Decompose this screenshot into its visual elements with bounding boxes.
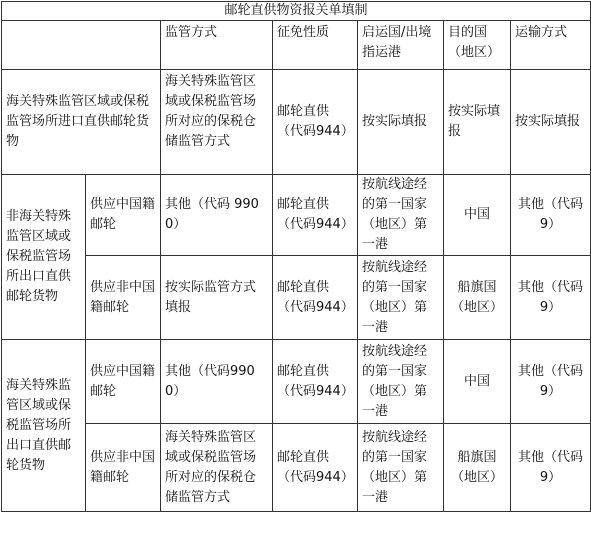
cell-port: 按航线途经的第一国家（地区）第一港 (358, 340, 444, 424)
row-subcategory: 供应中国籍邮轮 (86, 340, 161, 424)
row-subcategory: 供应中国籍邮轮 (86, 175, 161, 256)
row-category: 海关特殊监管区域或保税监管场所进口直供邮轮货物 (2, 70, 161, 175)
cell-mode: 按实际监管方式填报 (161, 256, 273, 340)
cell-dest: 船旗国（地区） (444, 256, 511, 340)
cell-trans: 其他（代码9） (511, 340, 591, 424)
customs-declaration-table (1, 1, 591, 512)
row-subcategory: 供应非中国籍邮轮 (86, 424, 161, 512)
cell-dest: 船旗国（地区） (444, 424, 511, 512)
cell-mode: 海关特殊监管区域或保税监管场所对应的保税仓储监管方式 (161, 424, 273, 512)
header-blank (2, 21, 161, 70)
cell-mode: 其他（代码9900） (161, 340, 273, 424)
table-row (2, 175, 591, 256)
header-tax: 征免性质 (273, 21, 358, 70)
cell-mode: 海关特殊监管区域或保税监管场所对应的保税仓储监管方式 (161, 70, 273, 175)
cell-tax: 邮轮直供（代码944） (273, 70, 358, 175)
cell-dest: 中国 (444, 340, 511, 424)
table-row (2, 340, 591, 424)
header-dest: 目的国（地区） (444, 21, 511, 70)
cell-dest: 中国 (444, 175, 511, 256)
cell-tax: 邮轮直供（代码944） (273, 340, 358, 424)
row-category: 非海关特殊监管区域或保税监管场所出口直供邮轮货物 (2, 175, 86, 340)
cell-trans: 其他（代码9） (511, 256, 591, 340)
header-trans: 运输方式 (511, 21, 591, 70)
cell-tax: 邮轮直供（代码944） (273, 175, 358, 256)
table-row (2, 256, 591, 340)
cell-trans: 其他（代码9） (511, 424, 591, 512)
cell-trans: 其他（代码9） (511, 175, 591, 256)
cell-port: 按实际填报 (358, 70, 444, 175)
cell-port: 按航线途经的第一国家（地区）第一港 (358, 424, 444, 512)
cell-tax: 邮轮直供（代码944） (273, 424, 358, 512)
cell-port: 按航线途经的第一国家（地区）第一港 (358, 256, 444, 340)
row-subcategory: 供应非中国籍邮轮 (86, 256, 161, 340)
table-title: 邮轮直供物资报关单填制 (2, 2, 591, 21)
table-row (2, 424, 591, 512)
cell-dest: 按实际填报 (444, 70, 511, 175)
row-category: 海关特殊监管区域或保税监管场所出口直供邮轮货物 (2, 340, 86, 512)
cell-tax: 邮轮直供（代码944） (273, 256, 358, 340)
cell-trans: 按实际填报 (511, 70, 591, 175)
cell-port: 按航线途经的第一国家（地区）第一港 (358, 175, 444, 256)
table-row (2, 70, 591, 175)
header-port: 启运国/出境指运港 (358, 21, 444, 70)
cell-mode: 其他（代码 9900） (161, 175, 273, 256)
header-mode: 监管方式 (161, 21, 273, 70)
